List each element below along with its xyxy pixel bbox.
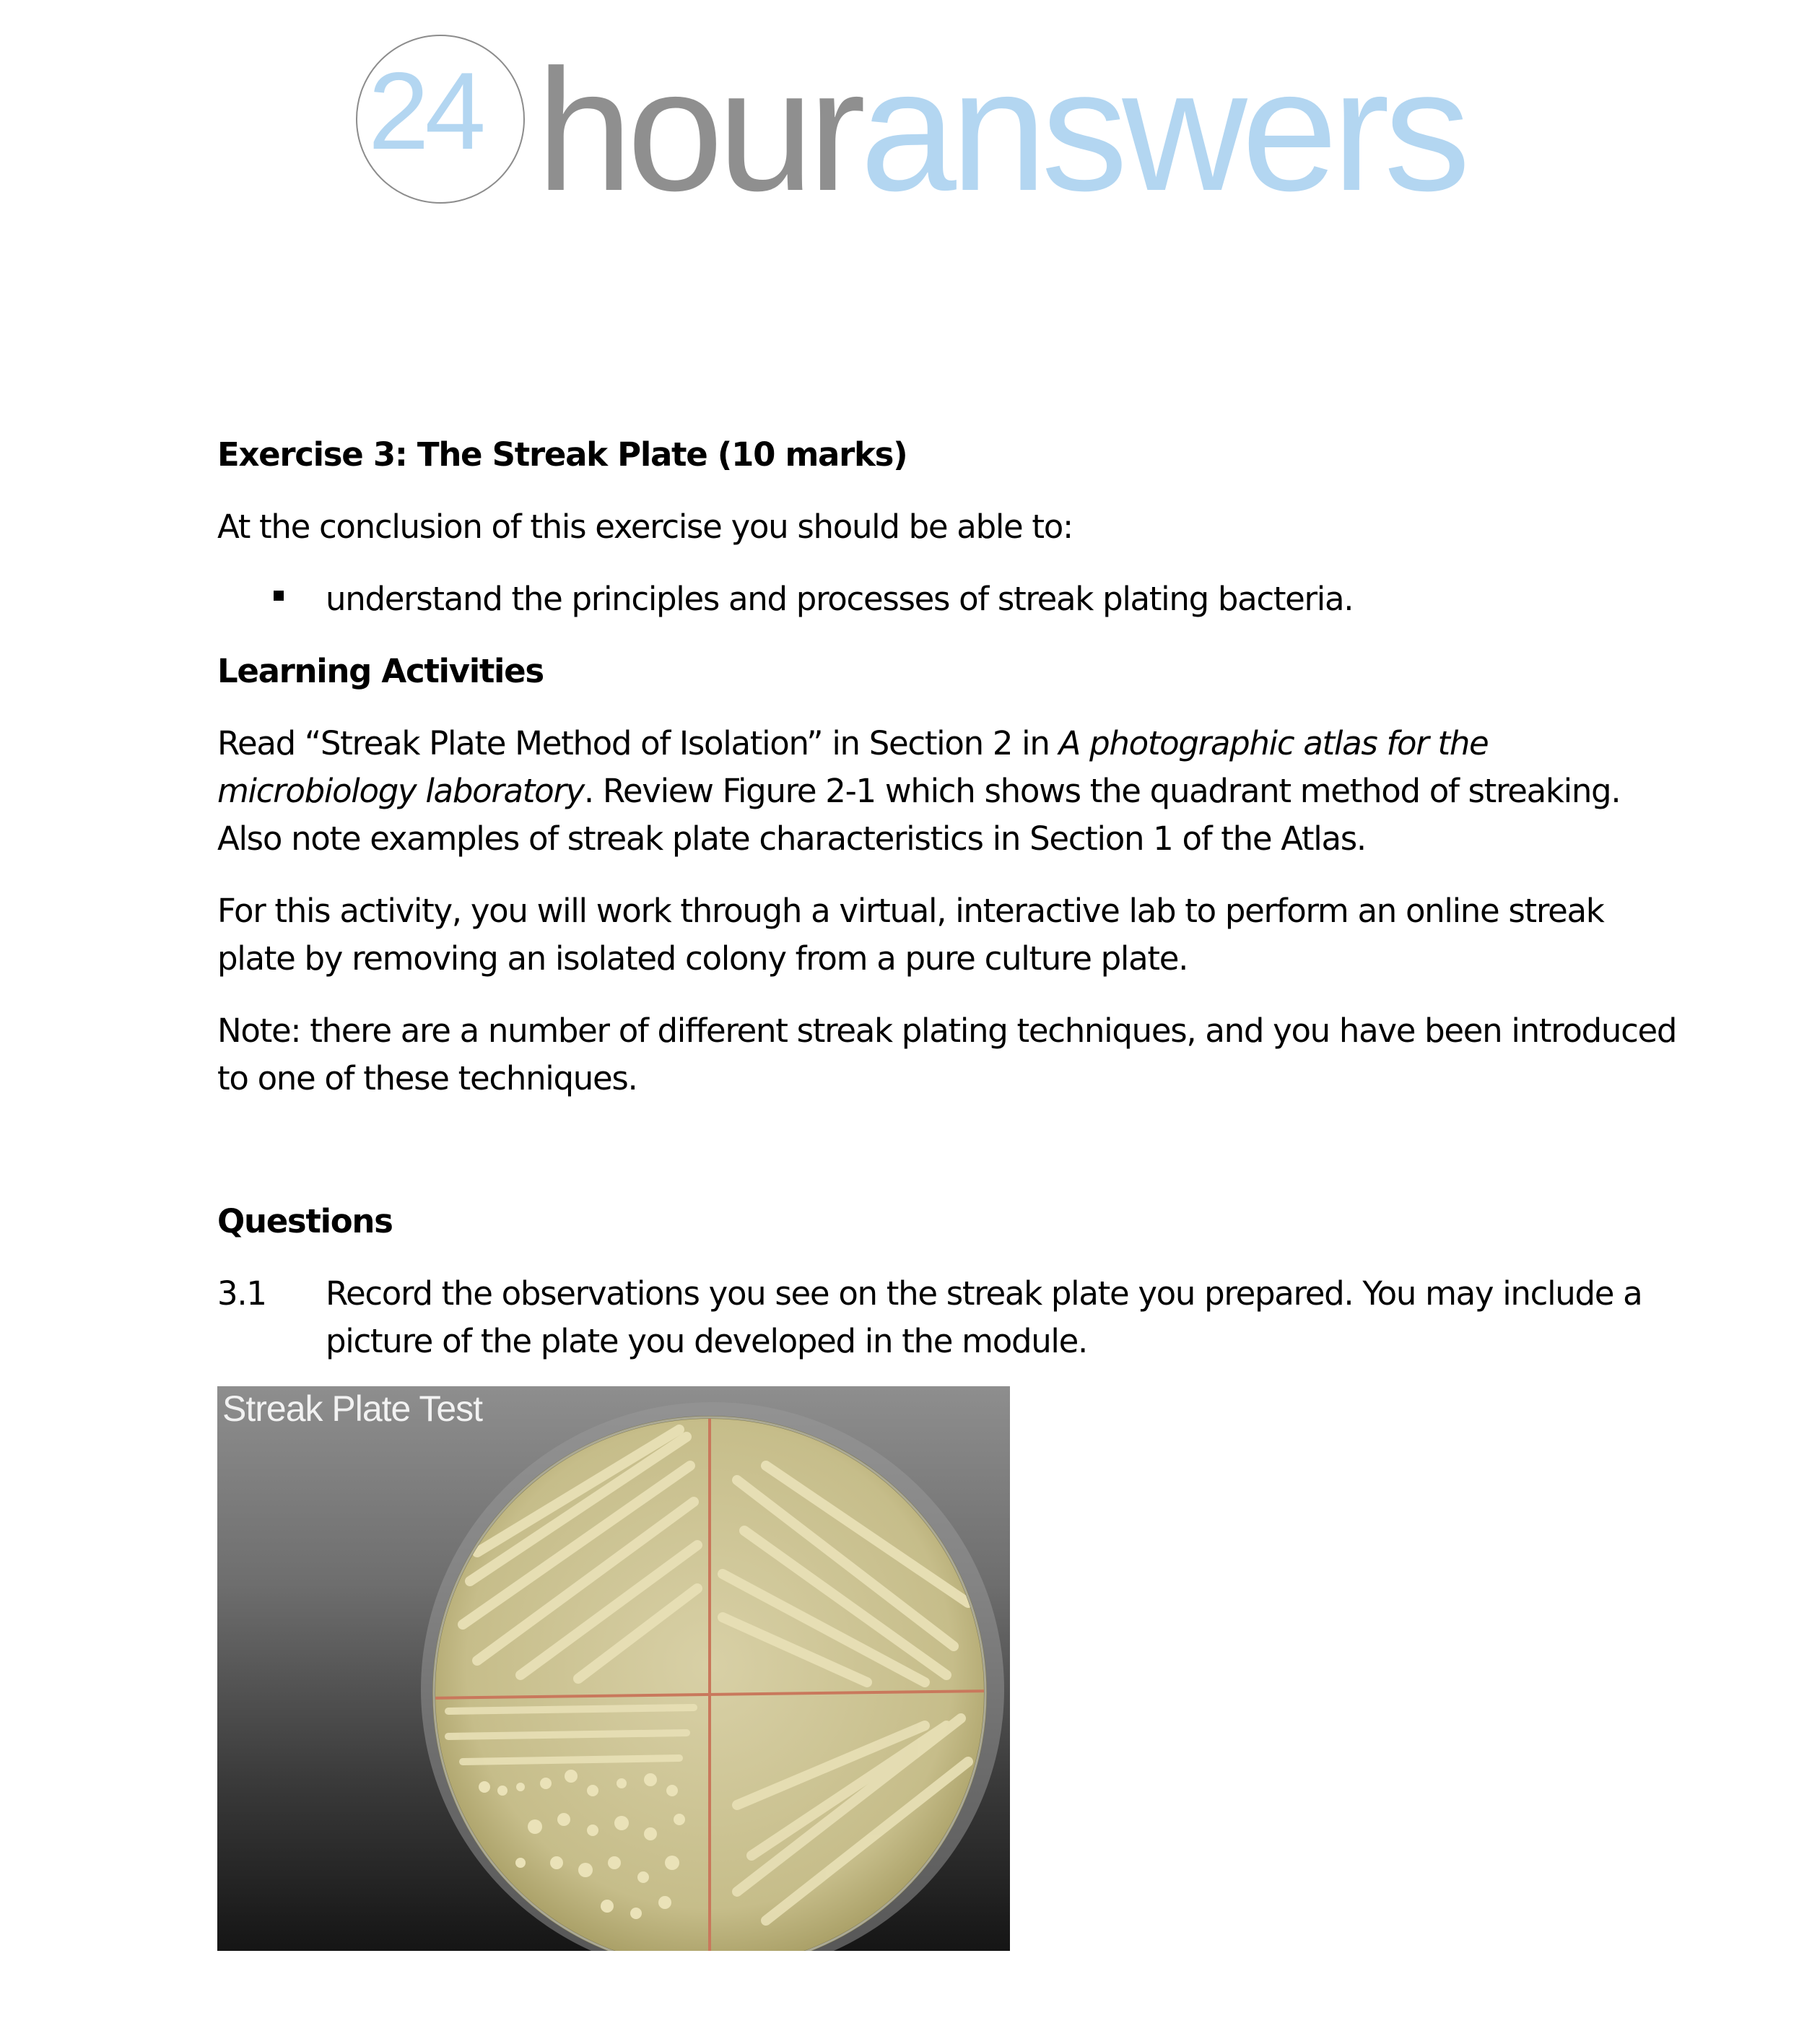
paragraph-line: to one of these techniques.: [217, 1059, 637, 1097]
paragraph-text: Read “Streak Plate Method of Isolation” in Section 2 in: [217, 724, 1059, 762]
questions-heading: Questions: [217, 1202, 393, 1240]
exercise-heading: Exercise 3: The Streak Plate (10 marks): [217, 435, 907, 474]
paragraph-line: Also note examples of streak plate characteristics in Section 1 of the Atlas.: [217, 819, 1366, 858]
bullet-marker: [274, 591, 284, 601]
brand-logo: [356, 33, 1465, 227]
petri-dish-illustration: [217, 1386, 1010, 1951]
logo-wordmark: [536, 33, 1465, 227]
learning-heading: Learning Activities: [217, 652, 544, 690]
logo-word-hour: hour: [536, 33, 861, 227]
streak-plate-image: [217, 1386, 1010, 1951]
exercise-intro: At the conclusion of this exercise you should be able to:: [217, 508, 1073, 546]
logo-word-answers: answers: [860, 33, 1465, 227]
atlas-title: A photographic atlas for the: [1058, 724, 1489, 762]
paragraph-line: plate by removing an isolated colony from a pure culture plate.: [217, 939, 1188, 978]
paragraph-text: . Review Figure 2-1 which shows the quadrant method of streaking.: [583, 772, 1621, 810]
question-text: Record the observations you see on the streak plate you prepared. You may include a: [326, 1274, 1642, 1313]
paragraph-line: [217, 767, 1620, 815]
bullet-item: understand the principles and processes of streak plating bacteria.: [326, 580, 1354, 618]
question-number: 3.1: [217, 1274, 266, 1313]
paragraph-line: For this activity, you will work through a virtual, interactive lab to perform an online streak: [217, 892, 1604, 930]
atlas-title: microbiology laboratory: [217, 772, 584, 810]
image-caption: Streak Plate Test: [222, 1388, 483, 1429]
paragraph-line: Note: there are a number of different streak plating techniques, and you have been introduced: [217, 1012, 1677, 1050]
paragraph-line: [217, 720, 1488, 767]
question-text: picture of the plate you developed in the module.: [326, 1322, 1088, 1360]
logo-number: 24: [368, 50, 482, 173]
